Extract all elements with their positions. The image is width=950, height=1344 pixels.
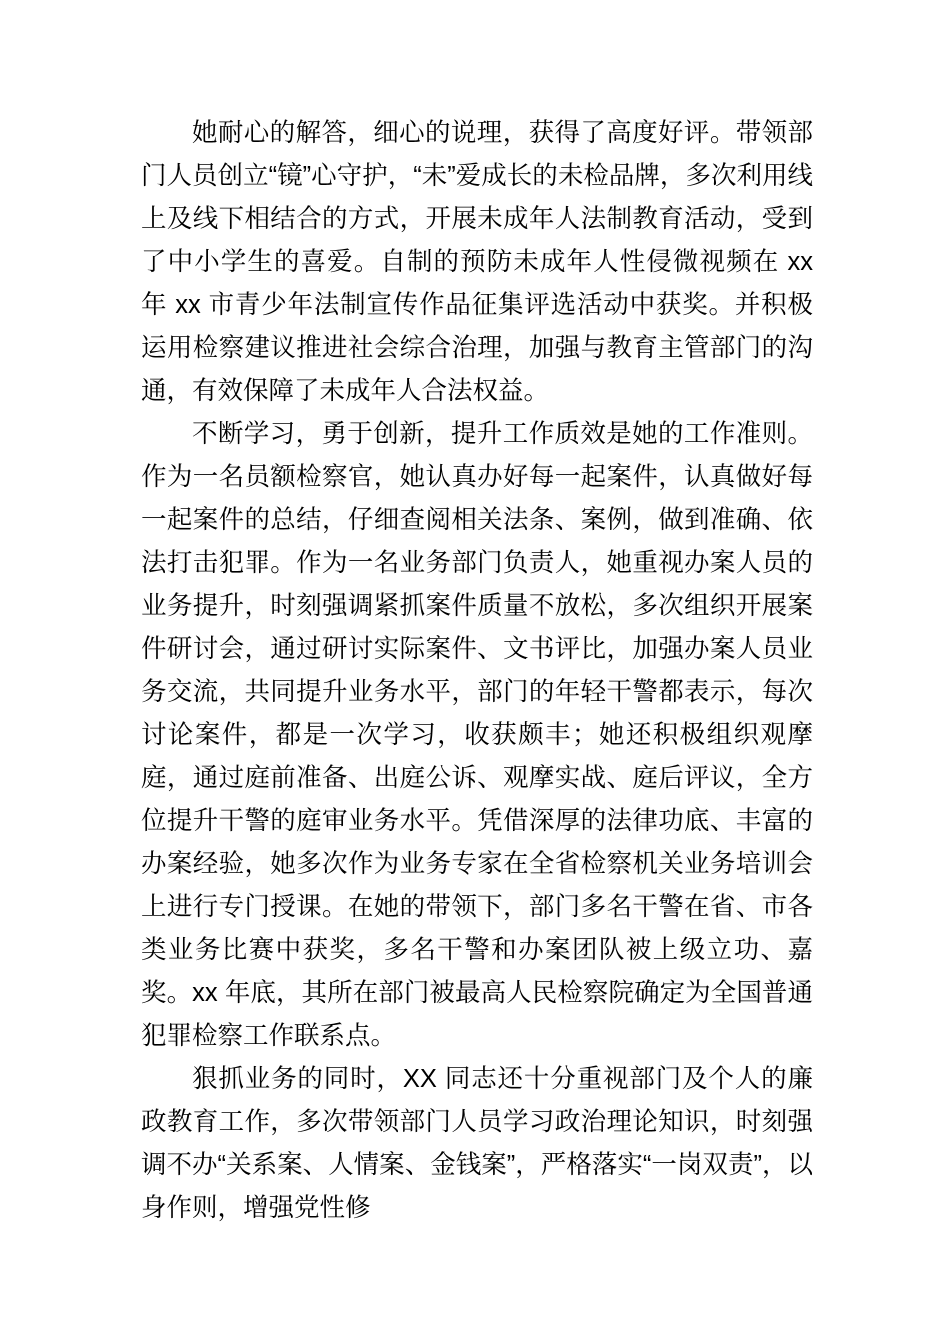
- paragraph-1: 她耐心的解答，细心的说理，获得了高度好评。带领部门人员创立“镜”心守护，“未”爱成长的未检品牌，多次利用线上及线下相结合的方式，开展未成年人法制教育活动，受到了中小学生的喜爱。自制的预防未成年人性侵微视频在 xx 年 xx 市青少年法制宣传作品征集评选活动中获奖。并积极运用检察建议推进社会综合治理，加强与教育主管部门的沟通，有效保障了未成年人合法权益。: [141, 119, 813, 405]
- paragraph-3: 狠抓业务的同时，XX 同志还十分重视部门及个人的廉政教育工作，多次带领部门人员学习政治理论知识，时刻强调不办“关系案、人情案、金钱案”，严格落实“一岗双责”，以身作则，增强党性修: [141, 1065, 813, 1222]
- paragraph-2: 不断学习，勇于创新，提升工作质效是她的工作准则。作为一名员额检察官，她认真办好每一起案件，认真做好每一起案件的总结，仔细查阅相关法条、案例，做到准确、依法打击犯罪。作为一名业务部门负责人，她重视办案人员的业务提升，时刻强调紧抓案件质量不放松，多次组织开展案件研讨会，通过研讨实际案件、文书评比，加强办案人员业务交流，共同提升业务水平，部门的年轻干警都表示，每次讨论案件，都是一次学习，收获颇丰；她还积极组织观摩庭，通过庭前准备、出庭公诉、观摩实战、庭后评议，全方位提升干警的庭审业务水平。凭借深厚的法律功底、丰富的办案经验，她多次作为业务专家在全省检察机关业务培训会上进行专门授课。在她的带领下，部门多名干警在省、市各类业务比赛中获奖，多名干警和办案团队被上级立功、嘉奖。xx 年底，其所在部门被最高人民检察院确定为全国普通犯罪检察工作联系点。: [141, 420, 813, 1050]
- document-text-body: [141, 112, 813, 1230]
